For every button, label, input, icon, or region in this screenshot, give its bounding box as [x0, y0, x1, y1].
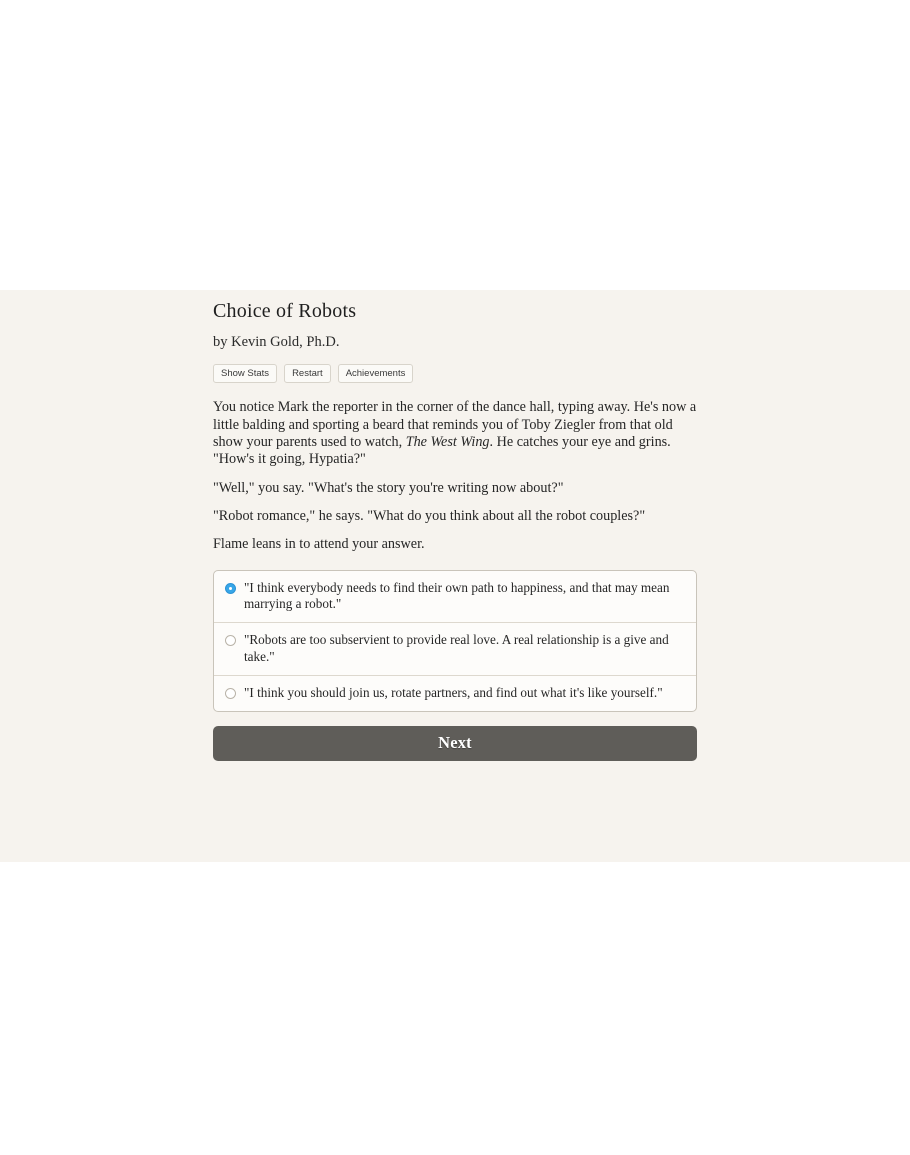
next-button[interactable]: Next [213, 726, 697, 761]
story-paragraph-1 [213, 399, 697, 468]
story-text-1a: You notice Mark the reporter in the corner of the dance hall, typing away. He's now a little balding and sporting a beard that reminds you of Toby Ziegler from that old show your parents used to watch, [213, 399, 697, 451]
choice-option-1[interactable] [214, 571, 696, 624]
story-paragraph-2: "Well," you say. "What's the story you're writing now about?" [213, 479, 564, 496]
choice-label-1: "I think everybody needs to find their own path to happiness, and that may mean marrying a robot." [244, 579, 670, 612]
choice-list [213, 570, 697, 712]
radio-icon[interactable] [225, 688, 236, 699]
page-title: Choice of Robots [213, 300, 357, 322]
choice-label-3: "I think you should join us, rotate partners, and find out what it's like yourself." [244, 685, 663, 701]
author-byline: by Kevin Gold, Ph.D. [213, 334, 340, 350]
restart-button[interactable]: Restart [284, 364, 331, 383]
achievements-button[interactable]: Achievements [338, 364, 414, 383]
radio-icon-selected[interactable] [225, 583, 236, 594]
story-text-1b: . He catches your eye and grins. "How's it going, Hypatia?" [213, 434, 671, 468]
toolbar [213, 364, 697, 383]
game-content [213, 300, 697, 761]
radio-icon[interactable] [225, 635, 236, 646]
choice-label-2: "Robots are too subservient to provide real love. A real relationship is a give and take." [244, 632, 669, 665]
choice-option-2[interactable] [214, 623, 696, 676]
show-stats-button[interactable]: Show Stats [213, 364, 277, 383]
story-paragraph-4: Flame leans in to attend your answer. [213, 536, 425, 553]
story-paragraph-3: "Robot romance," he says. "What do you think about all the robot couples?" [213, 507, 646, 524]
story-title-reference: The West Wing [405, 434, 490, 451]
choice-option-3[interactable] [214, 676, 696, 711]
